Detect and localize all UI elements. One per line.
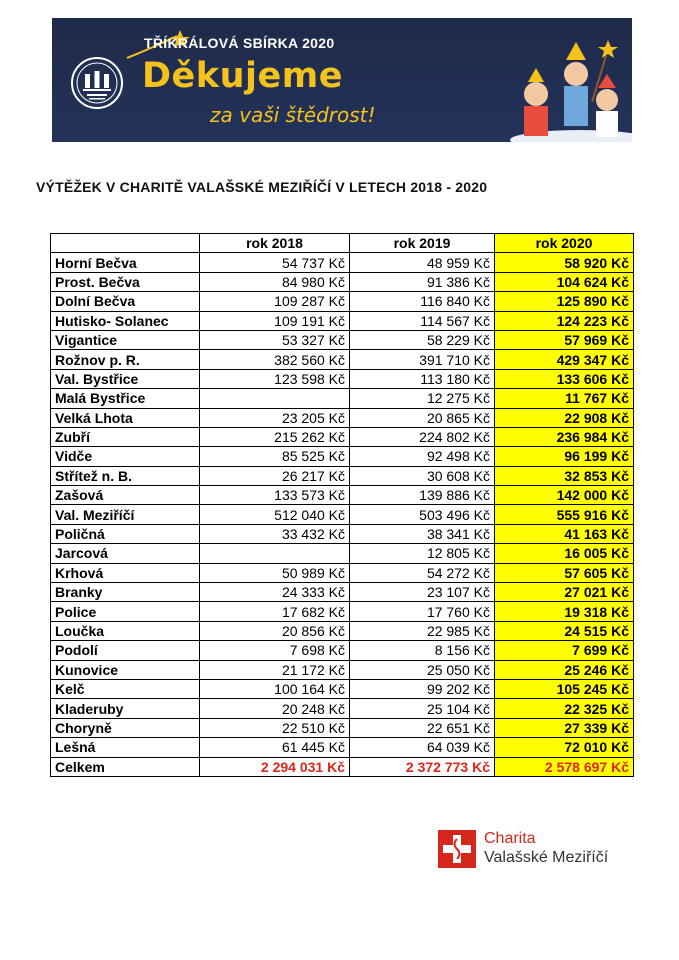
column-header-2019: rok 2019 (350, 234, 495, 253)
amount-2020: 27 339 Kč (495, 718, 634, 737)
charita-cross-icon (438, 830, 476, 868)
place-name: Krhová (51, 563, 200, 582)
table-row (51, 272, 634, 291)
amount-2018: 100 164 Kč (200, 679, 350, 698)
org-name-line1: Charita (484, 830, 536, 847)
table-row (51, 311, 634, 330)
column-header-2020: rok 2020 (495, 234, 634, 253)
amount-2020: 124 223 Kč (495, 311, 634, 330)
amount-2018: 512 040 Kč (200, 505, 350, 524)
amount-2019: 17 760 Kč (350, 602, 495, 621)
table-row (51, 369, 634, 388)
amount-2019: 114 567 Kč (350, 311, 495, 330)
amount-2019: 25 050 Kč (350, 660, 495, 679)
place-name: Podolí (51, 641, 200, 660)
amount-2018: 24 333 Kč (200, 583, 350, 602)
amount-2018: 53 327 Kč (200, 330, 350, 349)
thank-you-banner (52, 18, 632, 142)
amount-2020: 236 984 Kč (495, 427, 634, 446)
total-2019: 2 372 773 Kč (350, 757, 495, 776)
three-kings-children-illustration (490, 32, 632, 142)
amount-2020: 555 916 Kč (495, 505, 634, 524)
amount-2019: 99 202 Kč (350, 679, 495, 698)
org-name-line2: Valašské Meziříčí (484, 849, 609, 866)
page-title: VÝTĚŽEK V CHARITĚ VALAŠSKÉ MEZIŘÍČÍ V LETECH 2018 - 2020 (36, 179, 488, 195)
amount-2020: 41 163 Kč (495, 524, 634, 543)
amount-2018: 20 248 Kč (200, 699, 350, 718)
charita-logo (438, 830, 638, 870)
total-label: Celkem (51, 757, 200, 776)
amount-2018: 50 989 Kč (200, 563, 350, 582)
amount-2018 (200, 389, 350, 408)
amount-2019: 224 802 Kč (350, 427, 495, 446)
amount-2020: 24 515 Kč (495, 621, 634, 640)
amount-2019: 139 886 Kč (350, 486, 495, 505)
place-name: Val. Meziříčí (51, 505, 200, 524)
amount-2020: 142 000 Kč (495, 486, 634, 505)
column-header-2018: rok 2018 (200, 234, 350, 253)
place-name: Kunovice (51, 660, 200, 679)
place-name: Vidče (51, 447, 200, 466)
amount-2018: 123 598 Kč (200, 369, 350, 388)
place-name: Zašová (51, 486, 200, 505)
amount-2019: 12 275 Kč (350, 389, 495, 408)
amount-2020: 22 325 Kč (495, 699, 634, 718)
table-row (51, 524, 634, 543)
amount-2020: 96 199 Kč (495, 447, 634, 466)
amount-2019: 38 341 Kč (350, 524, 495, 543)
place-name: Vigantice (51, 330, 200, 349)
amount-2020: 104 624 Kč (495, 272, 634, 291)
banner-headline: Děkujeme (142, 56, 343, 96)
table-row (51, 447, 634, 466)
amount-2019: 48 959 Kč (350, 253, 495, 272)
table-row (51, 679, 634, 698)
amount-2019: 91 386 Kč (350, 272, 495, 291)
amount-2018: 84 980 Kč (200, 272, 350, 291)
collection-results-table (50, 233, 634, 777)
amount-2020: 133 606 Kč (495, 369, 634, 388)
table-row (51, 563, 634, 582)
amount-2019: 58 229 Kč (350, 330, 495, 349)
total-2018: 2 294 031 Kč (200, 757, 350, 776)
amount-2018: 61 445 Kč (200, 738, 350, 757)
place-name: Loučka (51, 621, 200, 640)
amount-2020: 57 969 Kč (495, 330, 634, 349)
place-name: Choryně (51, 718, 200, 737)
table-row (51, 330, 634, 349)
amount-2020: 19 318 Kč (495, 602, 634, 621)
amount-2018: 20 856 Kč (200, 621, 350, 640)
total-2020: 2 578 697 Kč (495, 757, 634, 776)
three-kings-seal-icon (70, 56, 124, 110)
amount-2020: 105 245 Kč (495, 679, 634, 698)
place-name: Zubří (51, 427, 200, 446)
amount-2018: 133 573 Kč (200, 486, 350, 505)
table-row (51, 253, 634, 272)
table-row (51, 699, 634, 718)
place-name: Jarcová (51, 544, 200, 563)
amount-2019: 8 156 Kč (350, 641, 495, 660)
amount-2019: 23 107 Kč (350, 583, 495, 602)
place-name: Val. Bystřice (51, 369, 200, 388)
table-row (51, 350, 634, 369)
table-row (51, 389, 634, 408)
amount-2018: 109 287 Kč (200, 292, 350, 311)
amount-2020: 25 246 Kč (495, 660, 634, 679)
table-row (51, 621, 634, 640)
amount-2019: 25 104 Kč (350, 699, 495, 718)
amount-2020: 429 347 Kč (495, 350, 634, 369)
amount-2018: 54 737 Kč (200, 253, 350, 272)
table-row (51, 408, 634, 427)
amount-2018: 85 525 Kč (200, 447, 350, 466)
place-name: Poličná (51, 524, 200, 543)
amount-2018: 382 560 Kč (200, 350, 350, 369)
place-name: Police (51, 602, 200, 621)
place-name: Střítež n. B. (51, 466, 200, 485)
place-name: Kladeruby (51, 699, 200, 718)
amount-2019: 503 496 Kč (350, 505, 495, 524)
table-row (51, 486, 634, 505)
amount-2020: 32 853 Kč (495, 466, 634, 485)
place-name: Horní Bečva (51, 253, 200, 272)
amount-2019: 22 651 Kč (350, 718, 495, 737)
banner-top-line: TŘÍKRÁLOVÁ SBÍRKA 2020 (144, 35, 335, 51)
amount-2020: 125 890 Kč (495, 292, 634, 311)
amount-2019: 20 865 Kč (350, 408, 495, 427)
place-name: Dolní Bečva (51, 292, 200, 311)
amount-2019: 113 180 Kč (350, 369, 495, 388)
amount-2020: 16 005 Kč (495, 544, 634, 563)
place-name: Prost. Bečva (51, 272, 200, 291)
amount-2019: 116 840 Kč (350, 292, 495, 311)
amount-2019: 54 272 Kč (350, 563, 495, 582)
amount-2019: 64 039 Kč (350, 738, 495, 757)
amount-2018: 7 698 Kč (200, 641, 350, 660)
table-row (51, 505, 634, 524)
amount-2018: 26 217 Kč (200, 466, 350, 485)
place-name: Malá Bystřice (51, 389, 200, 408)
amount-2020: 11 767 Kč (495, 389, 634, 408)
amount-2018: 17 682 Kč (200, 602, 350, 621)
banner-subline: za vaši štědrost! (210, 103, 376, 127)
amount-2018: 215 262 Kč (200, 427, 350, 446)
amount-2019: 12 805 Kč (350, 544, 495, 563)
table-row (51, 583, 634, 602)
amount-2019: 30 608 Kč (350, 466, 495, 485)
amount-2019: 391 710 Kč (350, 350, 495, 369)
amount-2018: 22 510 Kč (200, 718, 350, 737)
amount-2018: 23 205 Kč (200, 408, 350, 427)
amount-2020: 58 920 Kč (495, 253, 634, 272)
table-row (51, 718, 634, 737)
amount-2019: 22 985 Kč (350, 621, 495, 640)
table-row (51, 427, 634, 446)
amount-2018 (200, 544, 350, 563)
amount-2018: 33 432 Kč (200, 524, 350, 543)
place-name: Lešná (51, 738, 200, 757)
place-name: Velká Lhota (51, 408, 200, 427)
amount-2020: 72 010 Kč (495, 738, 634, 757)
place-name: Hutisko- Solanec (51, 311, 200, 330)
column-header-place (51, 234, 200, 253)
table-row (51, 544, 634, 563)
table-row (51, 641, 634, 660)
table-row (51, 602, 634, 621)
place-name: Kelč (51, 679, 200, 698)
amount-2020: 27 021 Kč (495, 583, 634, 602)
table-row (51, 292, 634, 311)
amount-2020: 22 908 Kč (495, 408, 634, 427)
amount-2020: 7 699 Kč (495, 641, 634, 660)
table-row (51, 466, 634, 485)
amount-2019: 92 498 Kč (350, 447, 495, 466)
amount-2018: 21 172 Kč (200, 660, 350, 679)
table-header-row (51, 234, 634, 253)
amount-2020: 57 605 Kč (495, 563, 634, 582)
place-name: Rožnov p. R. (51, 350, 200, 369)
place-name: Branky (51, 583, 200, 602)
total-row (51, 757, 634, 776)
amount-2018: 109 191 Kč (200, 311, 350, 330)
table-row (51, 738, 634, 757)
table-row (51, 660, 634, 679)
